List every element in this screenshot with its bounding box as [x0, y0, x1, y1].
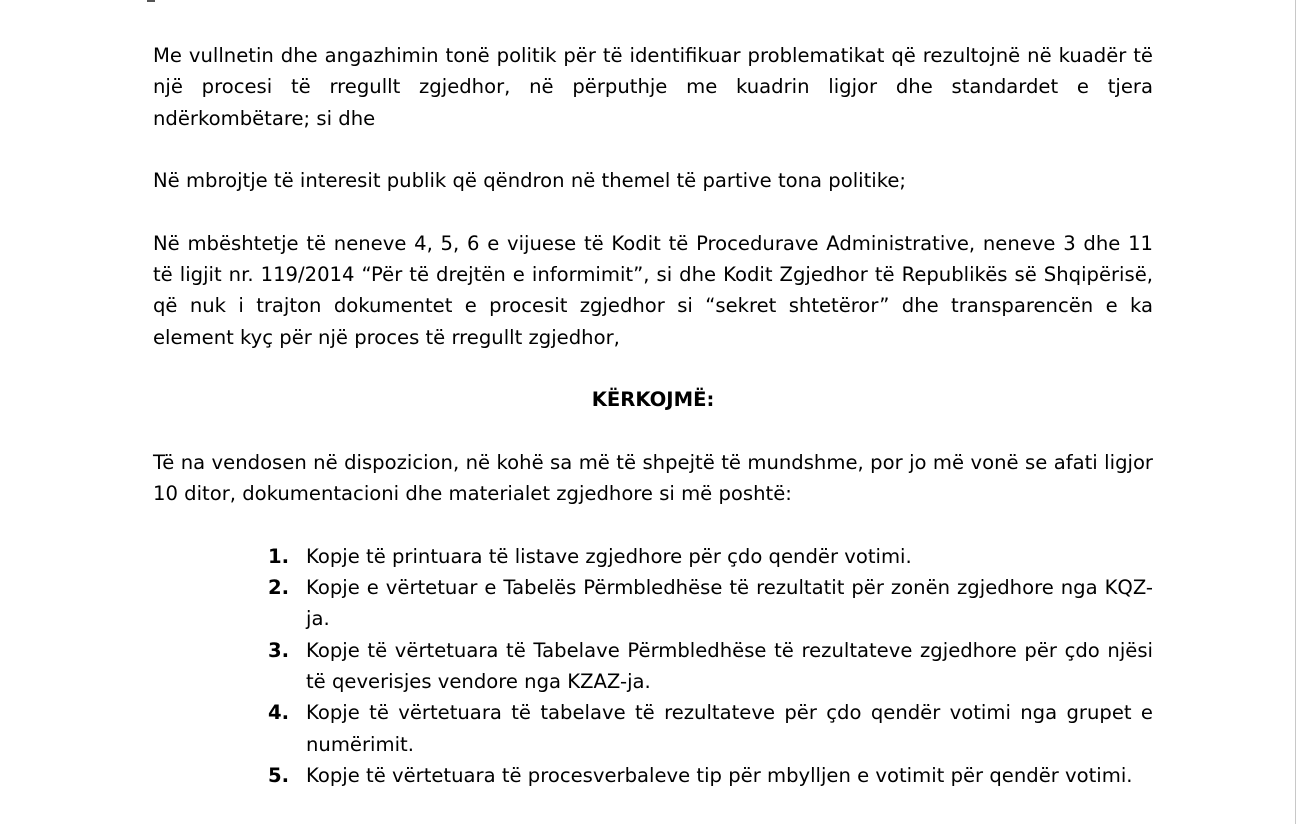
list-item	[268, 541, 1153, 572]
document-body	[153, 40, 1153, 791]
paragraph-public-interest: Në mbrojtje të interesit publik që qëndron në themel të partive tona politike;	[153, 169, 907, 193]
list-item	[268, 697, 1153, 760]
list-item-number: 3.	[268, 638, 290, 662]
paragraph-gap	[153, 196, 1153, 227]
paragraph-commitment: Me vullnetin dhe angazhimin tonë politik për të identifikuar problematikat që rezultojnë në kuadër të një procesi të rregullt zgjedhor, në përputhje me kuadrin ligjor dhe standardet e tjera ndërkombëtare; si dhe	[153, 44, 1153, 130]
list-item-number: 5.	[268, 763, 290, 787]
list-item-text: Kopje të vërtetuara të procesverbaleve tip për mbylljen e votimit për qendër votimi.	[306, 763, 1133, 787]
list-item	[268, 572, 1153, 635]
list-item-number: 4.	[268, 701, 290, 725]
list-item	[268, 635, 1153, 698]
paragraph-legal-basis: Në mbështetje të neneve 4, 5, 6 e vijuese të Kodit të Procedurave Administrative, neneve 3 dhe 11 të ligjit nr. 119/2014 “Për të drejtën e informimit”, si dhe Kodit Zgjedhor të Republikës së Shqipërisë, që nuk i trajton dokumentet e procesit zgjedhor si “sekret shtetëror” dhe transparencën e ka element kyç për një proces të rregullt zgjedhor,	[153, 231, 1153, 349]
list-item-number: 2.	[268, 576, 290, 600]
paragraph-gap	[153, 134, 1153, 165]
page-corner-mark	[147, 0, 155, 2]
list-item-text: Kopje të printuara të listave zgjedhore për çdo qendër votimi.	[306, 544, 912, 568]
paragraph-gap	[153, 353, 1153, 384]
requested-documents-list	[153, 541, 1153, 791]
section-heading: KËRKOJMË:	[591, 388, 715, 412]
list-item-text: Kopje të vërtetuara të Tabelave Përmbledhëse të rezultateve zgjedhore për çdo njësi të qeverisjes vendore nga KZAZ-ja.	[306, 638, 1153, 693]
list-item-text: Kopje të vërtetuara të tabelave të rezultateve për çdo qendër votimi nga grupet e numërimit.	[306, 701, 1153, 756]
paragraph-gap	[153, 416, 1153, 447]
list-item	[268, 760, 1153, 791]
paragraph-gap	[153, 509, 1153, 540]
list-item-number: 1.	[268, 544, 290, 568]
list-item-text: Kopje e vërtetuar e Tabelës Përmbledhëse të rezultatit për zonën zgjedhore nga KQZ-ja.	[306, 576, 1153, 631]
vertical-scrollbar[interactable]	[1295, 0, 1309, 824]
paragraph-request-intro: Të na vendosen në dispozicion, në kohë sa më të shpejtë të mundshme, por jo më vonë se afati ligjor 10 ditor, dokumentacioni dhe materialet zgjedhore si më poshtë:	[153, 450, 1153, 506]
